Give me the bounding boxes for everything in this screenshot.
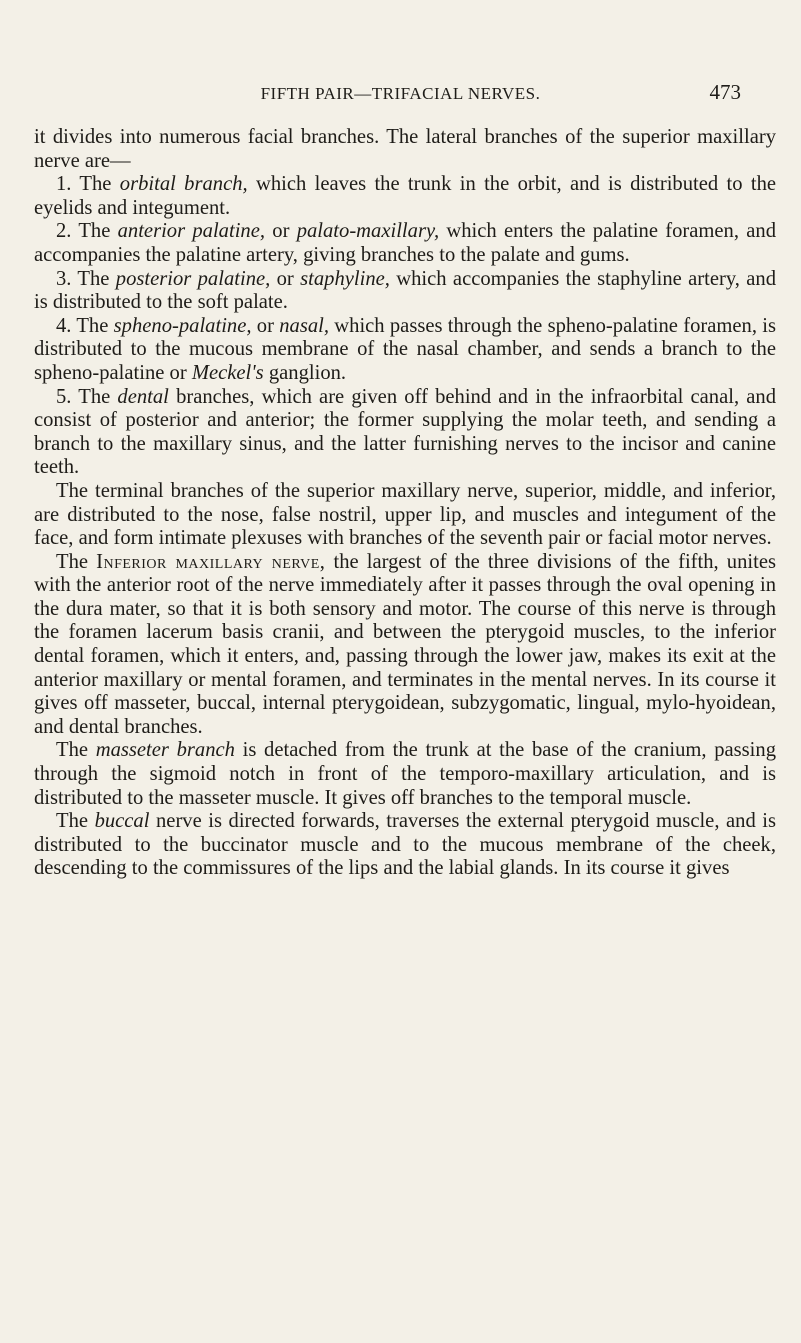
- paragraph-p9: [34, 810, 776, 881]
- text-run: nerve is directed forwards, traverses the external pterygoid muscle, and is distributed to the buccinator muscle and to the mucous membrane of the cheek, descending to the commissures of the lips and the labial glands. In its course it gives: [34, 810, 777, 880]
- text-run: The: [56, 739, 96, 762]
- text-run: or: [251, 314, 280, 337]
- text-run: which accompanies the staphyline artery, and is distributed to the soft palate.: [34, 267, 777, 314]
- paragraph-p0: [34, 126, 776, 173]
- text-run: or: [265, 220, 297, 243]
- italic-term: anterior palatine,: [117, 220, 266, 243]
- text-run: 3. The: [56, 267, 116, 290]
- text-run: the largest of the three divisions of the fifth, unites with the anterior root of the nerve immediately after it passes through the oval opening in the dura mater, so that it is both sensory and motor. The course of this nerve is through the foramen lacerum basis cranii, and between the pterygoid muscles, to the inferior dental foramen, which it enters, and, passing through the lower jaw, makes its exit at the anterior maxillary or mental foramen, and terminates in the mental nerves. In its course it gives off masseter, buccal, internal pterygoidean, subzygomatic, lingual, mylo-hyoidean, and dental branches.: [34, 550, 776, 738]
- paragraph-p6: [34, 480, 776, 551]
- text-run: 4. The: [56, 314, 114, 337]
- running-head: FIFTH PAIR—TRIFACIAL NERVES.: [260, 84, 541, 103]
- paragraph-p5: [34, 386, 776, 480]
- italic-term: buccal: [94, 810, 150, 833]
- paragraph-p1: [34, 173, 776, 220]
- paragraph-p7: [34, 551, 776, 740]
- text-run: The: [56, 810, 95, 833]
- small-caps-term: Inferior maxillary nerve,: [96, 550, 326, 573]
- paragraph-p2: [34, 220, 776, 267]
- italic-term: nasal,: [279, 314, 329, 337]
- text-run: 2. The: [56, 220, 118, 243]
- text-run: it divides into numerous facial branches. The lateral branches of the superior maxillary nerve are—: [34, 126, 776, 172]
- text-run: ganglion.: [263, 361, 347, 384]
- text-run: The: [56, 550, 97, 573]
- text-run: is detached from the trunk at the base of the cranium, passing through the sigmoid notch in front of the temporo-maxillary articulation, and is distributed to the masseter muscle. It gives off branches to the temporal muscle.: [34, 739, 776, 809]
- paragraph-p3: [34, 268, 776, 315]
- body-text: [34, 126, 776, 881]
- text-run: branches, which are given off behind and in the infraorbital canal, and consist of posterior and anterior; the former supplying the molar teeth, and sending a branch to the maxillary sinus, and the latter furnishing nerves to the incisor and canine teeth.: [34, 385, 776, 479]
- italic-term: orbital branch,: [119, 173, 248, 196]
- italic-term: posterior palatine,: [115, 267, 271, 290]
- text-run: 5. The: [56, 385, 118, 408]
- text-run: which enters the palatine foramen, and accompanies the palatine artery, giving branches to the palate and gums.: [34, 220, 776, 266]
- italic-term: spheno-palatine,: [113, 314, 252, 337]
- italic-term: masseter branch: [95, 739, 235, 762]
- text-run: which passes through the spheno-palatine foramen, is distributed to the mucous membrane of the nasal chamber, and sends a branch to the spheno-palatine or: [34, 314, 776, 384]
- page-header: [60, 80, 741, 114]
- paragraph-p4: [34, 315, 776, 386]
- text-run: The terminal branches of the superior maxillary nerve, superior, middle, and inferior, are distributed to the nose, false nostril, upper lip, and muscles and integument of the face, and form intimate plexuses with branches of the seventh pair or facial motor nerves.: [34, 479, 776, 550]
- page-number: 473: [709, 80, 741, 104]
- italic-term: staphyline,: [300, 267, 390, 290]
- italic-term: palato-maxillary,: [296, 220, 440, 243]
- text-run: 1. The: [56, 173, 120, 196]
- italic-term: dental: [117, 385, 169, 408]
- italic-term: Meckel's: [191, 361, 264, 384]
- paragraph-p8: [34, 739, 776, 810]
- text-run: which leaves the trunk in the orbit, and is distributed to the eyelids and integument.: [34, 173, 777, 219]
- text-run: or: [270, 267, 301, 290]
